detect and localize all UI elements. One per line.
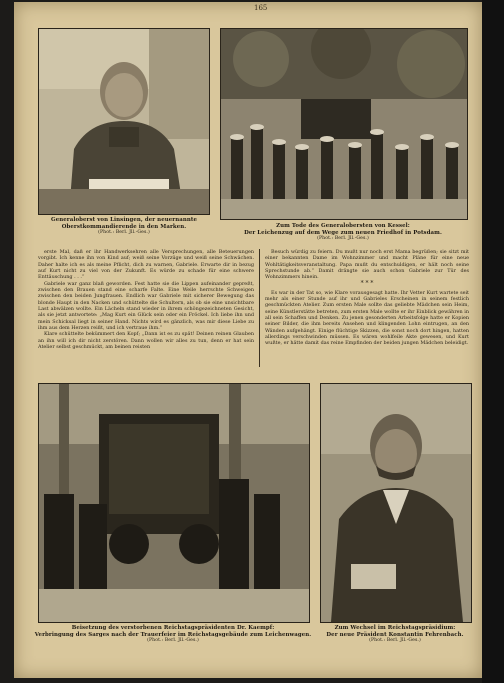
photo-linsingen-caption: [34, 217, 214, 237]
section-break: * * *: [360, 279, 374, 287]
text-column-left: [38, 249, 254, 351]
text-column-right: [265, 249, 469, 347]
photo-linsingen: [38, 28, 210, 215]
photo-kaempf-caption-title: Beisetzung des verstorbenen Reichstagspräsidenten Dr. Kaempf:: [71, 625, 275, 631]
magazine-page: [14, 2, 482, 678]
photo-kaempf-caption-sub: Verbringung des Sarges nach der Trauerfeier im Reichstagsgebäude zum Leichenwagen.: [34, 631, 312, 638]
photo-kessel-caption-sub: Der Leichenzug auf dem Wege zum neuen Friedhof in Potsdam.: [244, 229, 442, 236]
paragraph: Es war in der Tat so, wie Klare vorausgesagt hatte. Ihr Vetter Kurt wartete seit mehr als einer Stunde auf ihr und Gabrieles Erscheinen in seinem festlich geschmückten Atelier. Zum ersten Male sollte das geliebte Mädchen sein Heim, seine Künstlerstätte betreten, zum ersten Male wollte er ihr Einblick gewähren in all sein Schaffen und Denken. Zu jenen gesonderten Arbeitsfolge hatte er Kopien seiner Bilder, die ihm bereits Ansehen und klingenden Lohn eintrugen, an den Wänden aufgehängt. Einige flüchtige Skizzen, die sonst noch dort hingen, hatten allerdings verschwinden müssen. Es wären wohlfeile Akte gewesen, und Kurt wußte, er hätte damit das reine Empfinden der beiden jungen Mädchen beleidigt.: [265, 289, 469, 347]
photo-kaempf-credit: (Phot.: Berl. Jll.-Ges.): [147, 638, 199, 644]
paragraph: Besuch würdig zu feiern. Du mußt nur noch erst Mama begrüßen; sie sitzt mit einer bekannten Dame im Wohnzimmer und macht Pläne für eine neue Wohltätigkeitsveranstaltung. Papa mußt du entschuldigen, er hält noch seine Sprechstunde ab.“ Damit drängte sie auch schon Gabriele zur Tür des Wohnzimmers hinein.: [265, 249, 469, 281]
photo-fehrenbach-caption-title: Zum Wechsel im Reichstagspräsidium:: [334, 625, 456, 631]
photo-fehrenbach-credit: (Phot.: Berl. Jll.-Ges.): [369, 638, 421, 644]
column-divider: [259, 249, 260, 367]
page-edge: [482, 0, 504, 683]
paragraph: Gabriele war ganz blaß geworden. Fest hatte sie die Lippen aufeinander gepreßt, zwischen den Brauen stand eine scharfe Falte. Eine Weile herrschte Schweigen zwischen den beiden Jungfrauen. Endlich war Gabriele mit sicherer Bewegung das blonde Haupt in den Nacken und schüttelte die Schultern, als ob sie eine unsichtbare Last abwälzen wollte. Ein Lächeln stand wieder in ihrem schöngezeichneten Gesicht, als sie jetzt antwortete: „Mag Kurt ein Glück sein oder ein Fröckel. Ich liebe ihn und mein Schicksal liegt in seiner Hand. Nichts wird es gänzlich, was mir diese Liebe zu ihm aus dem Herzen reißt, und ich vertraue ihm.“: [38, 280, 254, 332]
page-number: 165: [254, 4, 268, 12]
photo-kessel-credit: (Phot.: Berl. Jll.-Ges.): [317, 236, 369, 242]
photo-kessel-procession: [220, 28, 468, 220]
photo-fehrenbach-caption: [314, 625, 476, 645]
photo-fehrenbach: [320, 383, 472, 623]
photo-kessel-caption-title: Zum Tode des Generalobersten von Kessel:: [276, 223, 410, 229]
photo-kessel-caption: [220, 223, 466, 243]
paragraph: erste Mal, daß er ihr Handwerksehren alle Versprechungen, alle Beteuerungen vorgibt. Ich kenne ihn von Kind auf; weiß seine Vorzüge und weiß seine Schwächen. Daher halte ich es als meine Pflicht, dich zu warnen, Gabriele. Erwarte dir in bezug auf Kurt nicht zu viel von der Zukunft. Es würde zu schade für eine schwere Enttäuschung . . .“: [38, 249, 254, 281]
photo-kaempf-funeral: [38, 383, 310, 623]
photo-linsingen-credit: (Phot.: Berl. Jll.-Ges.): [98, 230, 150, 236]
paragraph: Klare schüttelte bekümmert den Kopf; „Dann ist es zu spät! Deinen reinen Glauben an ihn will ich dir nicht zerstören. Dann wollen wir alles zu tun, denn er hat sein Atelier selbst geschmückt, am beinen reisten: [38, 331, 254, 351]
photo-kaempf-caption: [34, 625, 312, 645]
photo-linsingen-caption-title: Generaloberst von Linsingen, der neuernannte Oberstkommandierende in den Marken.: [51, 217, 197, 230]
photo-fehrenbach-caption-sub: Der neue Präsident Konstantin Fehrenbach.: [326, 631, 464, 638]
